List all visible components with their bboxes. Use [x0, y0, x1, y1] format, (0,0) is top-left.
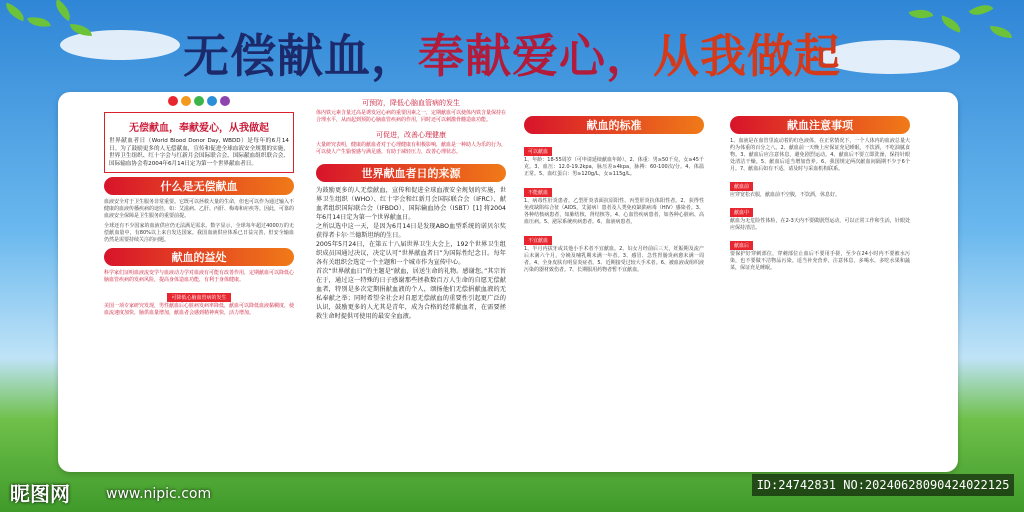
column-3 — [524, 92, 704, 472]
col1-sub1: 可降低心脑血管病的发生 — [167, 293, 230, 302]
col3-sub3: 不宜献血 — [524, 236, 552, 245]
intro-body: 世界献血者日（World Blood Donor Day, WBDD）是每年的6月14日。为了鼓励更多的人无偿献血，宣传和促进全球血液安全规划的实施，世界卫生组织、红十字会与红新月会国际联合会、国际献血组织联合会、国际输血协会将2004年6月14日定为第一个世界献血者日。 — [109, 138, 289, 167]
column-1 — [104, 92, 294, 472]
col4-list1: 1、血液是在血管里流动着的红色液体，在正常情况下，一个人体内的血液总量大约为体重的百分之八。2、献血前一天晚上应保证充足睡眠，不饮酒，不吃油腻食物。3、献血后应注意休息，避免剧烈运动。4、献血后不要立即洗澡，保持针眼处清洁干燥。5、献血后适当增加营养。6、我国规定两次献血间隔期不少于6个月。7、献血后如有不适，请及时与采血机构联系。 — [730, 138, 910, 172]
banner-standard: 献血的标准 — [524, 116, 704, 134]
watermark-logo: 昵图网 — [10, 482, 70, 506]
col4-p3: 要保护好穿刺部位，穿刺部位止血后不要用手搓，至少在24小时内不要被水污染，也不要做不洁物品污染。适当补充营养，注意休息，多喝水，多吃水果和蔬菜，保证充足睡眠。 — [730, 251, 910, 271]
intro-box — [104, 112, 294, 173]
col4-sub3: 献血后 — [730, 241, 753, 250]
headline-part-3: 从我做起 — [653, 29, 841, 83]
column-4 — [730, 92, 910, 472]
col1-para4: 美国一项专家研究发现，男性献血后心脏病发病率降低，献血可以降低血液黏稠度，使血流速度加快，脑供血量增加，献血者会感到精神爽快，活力增加。 — [104, 303, 294, 316]
headline — [0, 20, 1024, 86]
col1-para3: 科学家们证明血液流变学与血液动力学对血液有可能有改善作用，定期献血可以降低心脑血管疾病的发病风险，提高身体造血功能，有利于身体健康。 — [104, 270, 294, 283]
intro-title: 无偿献血，奉献爱心，从我做起 — [129, 123, 269, 134]
info-board — [58, 92, 958, 472]
col4-sub1: 献血前 — [730, 182, 753, 191]
col4-sub2: 献血中 — [730, 208, 753, 217]
headline-part-1: 无偿献血， — [183, 29, 418, 83]
col3-list2: 1、病毒性肝炎患者，乙型肝炎表面抗原阳性、丙型肝炎抗体阳性者。2、获得性免疫缺陷综合征（AIDS，艾滋病）患者及人类免疫缺陷病毒（HIV）感染者。3、各种结核病患者，如肺结核、肾结核等。4、心血管疾病患者，如各种心脏病、高血压病。5、泌尿系统疾病患者。6、血液病患者。 — [524, 198, 704, 225]
col3-sub2: 不能献血 — [524, 188, 552, 197]
banner-origin: 世界献血者日的来源 — [316, 164, 506, 182]
col2-para2: 大量研究表明，健康的献血者对于心理健康有积极影响，献血是一种助人为乐的行为，可以使人产生愉悦感与满足感，有助于减轻压力，改善心理状态。 — [316, 142, 506, 155]
decorative-dots — [104, 96, 294, 106]
col2-sub2: 可促进，改善心理健康 — [376, 131, 446, 139]
column-2 — [316, 92, 506, 472]
banner-what-is: 什么是无偿献血 — [104, 177, 294, 195]
watermark-url: www.nipic.com — [106, 486, 212, 502]
col1-para1: 血液安全对于卫生服务非常重要。它既可以拯救大量的生命，但也可以作为通过输入不健康的血液传播疾病的途径，如：艾滋病、乙肝、丙肝、梅毒和疟疾等。因此，可靠的血液安全保障是卫生服务的重要前提。 — [104, 199, 294, 219]
col3-sub1: 可以献血 — [524, 147, 552, 156]
col4-p1: 应穿宽松衣服，献血前不空腹，不饮酒，休息好。 — [730, 192, 841, 198]
col2-para1: 体内铁元素含量过高是诱发冠心病的重要因素之一，定期献血可以使体内铁含量保持在合理水平，从而起到预防心脑血管疾病的作用，同时还可以刺激骨髓造血功能。 — [316, 110, 506, 123]
col4-p2: 献血为无危险性体检，在2-3天内不要做剧烈运动，可以正常工作和生活，针眼处应保持清洁。 — [730, 218, 910, 231]
banner-benefits: 献血的益处 — [104, 248, 294, 266]
watermark-id: ID:24742831 NO:20240628090424022125 — [752, 474, 1014, 496]
headline-part-2: 奉献爱心， — [418, 29, 653, 83]
col3-list1: 1、年龄：18-55周岁（可申请延续献血年龄）。2、体重：男≥50千克，女≥45千克。3、血压：12.0-19.2kpa，脉压差≥4kpa，脉搏：60-100次/分。4、体温正常。5、血红蛋白：男≥120g/L，女≥115g/L。 — [524, 157, 704, 177]
col2-para5: 2005年5月24日，在第五十八届世界卫生大会上，192个世界卫生组织成员国通过决议，决定认可“世界献血者日”为国际性纪念日。每年各有关组织会选定一个主题和一个城市作为宣传中心。 — [316, 241, 506, 266]
col1-para2: 全球还有不少国家的血液供应仍无法满足需求。数字显示，全球每年超过4000万的无偿献血量中，有80%以上来自发达国家。我国血液供应体系已日益完善，但安全输血仍然是需要持续关注的问题。 — [104, 223, 294, 243]
col3-list3: 1、半月内拔牙或其他小手术者不宜献血。2、妇女月经前后三天，妊娠期及流产后未满六个月，分娩及哺乳期未满一年者。3、感冒、急性胃肠炎病愈未满一周者。4、全身皮肤有明显炎症者。5、近期接受过较大手术者。6、被血液或组织液污染的器材致伤者。7、长期服用药物者暂不宜献血。 — [524, 246, 704, 273]
banner-notes: 献血注意事项 — [730, 116, 910, 134]
col2-para4: 之所以选中这一天，是因为6月14日是发现ABO血型系统的诺贝尔奖获得者卡尔·兰德斯坦纳的生日。 — [316, 223, 506, 239]
col2-para3: 为鼓励更多的人无偿献血，宣传和促进全球血液安全规划的实施，世界卫生组织（WHO）、红十字会和红新月会国际联合会（IFRC）、献血者组织国际联合会（IFBDO）、国际输血协会（ISBT）[1] 将2004年6月14日定为第一个世界献血日。 — [316, 187, 506, 221]
col2-para6: 首次“世界献血日”的主题是“献血，居送生命的礼物。感谢您。”其宗旨在于，通过这一特殊的日子感谢那些拯救数百万人生命的自愿无偿献血者，特别是多次定期捐献血液的个人，颂扬他们无偿捐献血液的无私奉献之举；同时希望全社会对自愿无偿献血的重要性引起更广泛的认识，鼓励更多的人尤其是青年，成为合格的经常献血者，在需要拯救生命时提供可使用的最安全血液。 — [316, 268, 506, 320]
col2-sub1: 可预防，降低心脑血管病的发生 — [362, 99, 460, 107]
